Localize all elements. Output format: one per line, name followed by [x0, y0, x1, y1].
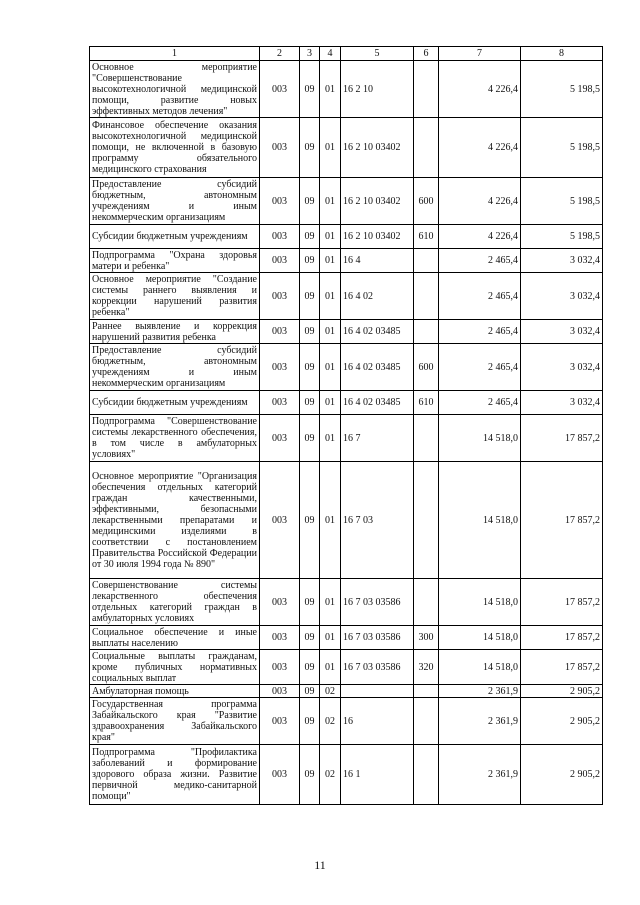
- table-row: [90, 320, 603, 344]
- row-name-cell: Предоставление субсидий бюджетным, автономным учреждениям и иным некоммерческим организациям: [90, 344, 260, 391]
- amount-col8-cell: 3 032,4: [521, 249, 603, 273]
- section-code-cell: 09: [300, 579, 320, 626]
- subsection-code-cell: 02: [320, 685, 341, 698]
- subsection-code-cell: 01: [320, 320, 341, 344]
- section-code-cell: 09: [300, 344, 320, 391]
- expense-type-cell: [414, 249, 439, 273]
- amount-col8-cell: 17 857,2: [521, 579, 603, 626]
- table-row: [90, 745, 603, 805]
- target-article-cell: 16 4: [341, 249, 414, 273]
- row-name-cell: Подпрограмма "Профилактика заболеваний и формирование здорового образа жизни. Развитие первичной медико-санитарной помощи": [90, 745, 260, 805]
- row-name-cell: Совершенствование системы лекарственного обеспечения отдельных категорий граждан в амбулаторных условиях: [90, 579, 260, 626]
- budget-table: [89, 46, 603, 805]
- subsection-code-cell: 01: [320, 249, 341, 273]
- amount-col7-cell: 2 465,4: [439, 320, 521, 344]
- admin-code-cell: 003: [260, 118, 300, 178]
- admin-code-cell: 003: [260, 698, 300, 745]
- section-code-cell: 09: [300, 249, 320, 273]
- section-code-cell: 09: [300, 273, 320, 320]
- admin-code-cell: 003: [260, 61, 300, 118]
- section-code-cell: 09: [300, 650, 320, 685]
- subsection-code-cell: 01: [320, 579, 341, 626]
- admin-code-cell: 003: [260, 225, 300, 249]
- target-article-cell: 16 2 10: [341, 61, 414, 118]
- header-col-4: 4: [320, 47, 341, 61]
- row-name-cell: Социальные выплаты гражданам, кроме публичных нормативных социальных выплат: [90, 650, 260, 685]
- admin-code-cell: 003: [260, 462, 300, 579]
- row-name-cell: Субсидии бюджетным учреждениям: [90, 391, 260, 415]
- subsection-code-cell: 01: [320, 415, 341, 462]
- target-article-cell: 16 4 02 03485: [341, 320, 414, 344]
- admin-code-cell: 003: [260, 579, 300, 626]
- amount-col7-cell: 14 518,0: [439, 579, 521, 626]
- amount-col7-cell: 4 226,4: [439, 118, 521, 178]
- amount-col8-cell: 3 032,4: [521, 344, 603, 391]
- expense-type-cell: [414, 273, 439, 320]
- amount-col8-cell: 2 905,2: [521, 698, 603, 745]
- section-code-cell: 09: [300, 118, 320, 178]
- expense-type-cell: [414, 579, 439, 626]
- target-article-cell: 16 7 03 03586: [341, 626, 414, 650]
- row-name-cell: Основное мероприятие "Создание системы раннего выявления и коррекции нарушений развития ребенка": [90, 273, 260, 320]
- section-code-cell: 09: [300, 745, 320, 805]
- target-article-cell: [341, 685, 414, 698]
- expense-type-cell: 610: [414, 391, 439, 415]
- admin-code-cell: 003: [260, 745, 300, 805]
- amount-col7-cell: 2 465,4: [439, 273, 521, 320]
- header-col-1: 1: [90, 47, 260, 61]
- subsection-code-cell: 01: [320, 273, 341, 320]
- target-article-cell: 16 7: [341, 415, 414, 462]
- header-col-3: 3: [300, 47, 320, 61]
- admin-code-cell: 003: [260, 650, 300, 685]
- expense-type-cell: [414, 698, 439, 745]
- amount-col8-cell: 5 198,5: [521, 225, 603, 249]
- table-row: [90, 579, 603, 626]
- subsection-code-cell: 01: [320, 626, 341, 650]
- expense-type-cell: 320: [414, 650, 439, 685]
- header-col-2: 2: [260, 47, 300, 61]
- target-article-cell: 16 4 02 03485: [341, 391, 414, 415]
- expense-type-cell: 600: [414, 178, 439, 225]
- target-article-cell: 16 7 03 03586: [341, 650, 414, 685]
- amount-col8-cell: 17 857,2: [521, 462, 603, 579]
- row-name-cell: Основное мероприятие "Совершенствование высокотехнологичной медицинской помощи, развитие новых эффективных методов лечения": [90, 61, 260, 118]
- header-col-6: 6: [414, 47, 439, 61]
- amount-col7-cell: 4 226,4: [439, 61, 521, 118]
- subsection-code-cell: 01: [320, 61, 341, 118]
- section-code-cell: 09: [300, 626, 320, 650]
- subsection-code-cell: 01: [320, 650, 341, 685]
- amount-col7-cell: 14 518,0: [439, 650, 521, 685]
- section-code-cell: 09: [300, 415, 320, 462]
- admin-code-cell: 003: [260, 415, 300, 462]
- expense-type-cell: [414, 118, 439, 178]
- amount-col7-cell: 2 361,9: [439, 698, 521, 745]
- target-article-cell: 16 1: [341, 745, 414, 805]
- table-row: [90, 650, 603, 685]
- expense-type-cell: [414, 415, 439, 462]
- table-row: [90, 344, 603, 391]
- row-name-cell: Раннее выявление и коррекция нарушений развития ребенка: [90, 320, 260, 344]
- table-header-row: [90, 47, 603, 61]
- target-article-cell: 16 2 10 03402: [341, 118, 414, 178]
- amount-col8-cell: 2 905,2: [521, 745, 603, 805]
- section-code-cell: 09: [300, 61, 320, 118]
- target-article-cell: 16 4 02: [341, 273, 414, 320]
- expense-type-cell: 600: [414, 344, 439, 391]
- table-row: [90, 225, 603, 249]
- table-row: [90, 415, 603, 462]
- admin-code-cell: 003: [260, 626, 300, 650]
- table-row: [90, 178, 603, 225]
- subsection-code-cell: 01: [320, 118, 341, 178]
- expense-type-cell: [414, 320, 439, 344]
- amount-col7-cell: 4 226,4: [439, 225, 521, 249]
- subsection-code-cell: 01: [320, 225, 341, 249]
- row-name-cell: Подпрограмма "Совершенствование системы лекарственного обеспечения, в том числе в амбулаторных условиях": [90, 415, 260, 462]
- target-article-cell: 16 7 03: [341, 462, 414, 579]
- amount-col7-cell: 14 518,0: [439, 415, 521, 462]
- target-article-cell: 16: [341, 698, 414, 745]
- table-row: [90, 118, 603, 178]
- subsection-code-cell: 02: [320, 745, 341, 805]
- admin-code-cell: 003: [260, 685, 300, 698]
- admin-code-cell: 003: [260, 249, 300, 273]
- section-code-cell: 09: [300, 391, 320, 415]
- amount-col7-cell: 14 518,0: [439, 462, 521, 579]
- row-name-cell: Субсидии бюджетным учреждениям: [90, 225, 260, 249]
- expense-type-cell: 300: [414, 626, 439, 650]
- target-article-cell: 16 7 03 03586: [341, 579, 414, 626]
- row-name-cell: Государственная программа Забайкальского края "Развитие здравоохранения Забайкальского края": [90, 698, 260, 745]
- expense-type-cell: [414, 685, 439, 698]
- table-row: [90, 249, 603, 273]
- amount-col8-cell: 3 032,4: [521, 320, 603, 344]
- table-row: [90, 626, 603, 650]
- table-row: [90, 61, 603, 118]
- row-name-cell: Социальное обеспечение и иные выплаты населению: [90, 626, 260, 650]
- row-name-cell: Подпрограмма "Охрана здоровья матери и ребенка": [90, 249, 260, 273]
- row-name-cell: Амбулаторная помощь: [90, 685, 260, 698]
- section-code-cell: 09: [300, 178, 320, 225]
- target-article-cell: 16 2 10 03402: [341, 225, 414, 249]
- header-col-8: 8: [521, 47, 603, 61]
- section-code-cell: 09: [300, 320, 320, 344]
- table-row: [90, 391, 603, 415]
- amount-col7-cell: 2 465,4: [439, 344, 521, 391]
- section-code-cell: 09: [300, 225, 320, 249]
- expense-type-cell: [414, 61, 439, 118]
- amount-col8-cell: 5 198,5: [521, 118, 603, 178]
- header-col-5: 5: [341, 47, 414, 61]
- table-body: [90, 61, 603, 805]
- expense-type-cell: [414, 745, 439, 805]
- admin-code-cell: 003: [260, 344, 300, 391]
- table-row: [90, 685, 603, 698]
- subsection-code-cell: 01: [320, 178, 341, 225]
- table-row: [90, 698, 603, 745]
- amount-col7-cell: 2 361,9: [439, 745, 521, 805]
- subsection-code-cell: 01: [320, 344, 341, 391]
- table-row: [90, 462, 603, 579]
- amount-col7-cell: 2 465,4: [439, 249, 521, 273]
- amount-col7-cell: 4 226,4: [439, 178, 521, 225]
- amount-col7-cell: 2 465,4: [439, 391, 521, 415]
- section-code-cell: 09: [300, 685, 320, 698]
- target-article-cell: 16 4 02 03485: [341, 344, 414, 391]
- amount-col8-cell: 5 198,5: [521, 61, 603, 118]
- row-name-cell: Основное мероприятие "Организация обеспечения отдельных категорий граждан качественными, эффективными, безопасными лекарственными препаратами и медицинскими изделиями в соответствии с постановлением Правительства Российской Федерации от 30 июля 1994 года № 890": [90, 462, 260, 579]
- admin-code-cell: 003: [260, 391, 300, 415]
- subsection-code-cell: 01: [320, 391, 341, 415]
- amount-col8-cell: 17 857,2: [521, 415, 603, 462]
- admin-code-cell: 003: [260, 178, 300, 225]
- subsection-code-cell: 02: [320, 698, 341, 745]
- amount-col8-cell: 2 905,2: [521, 685, 603, 698]
- admin-code-cell: 003: [260, 273, 300, 320]
- amount-col8-cell: 17 857,2: [521, 650, 603, 685]
- expense-type-cell: 610: [414, 225, 439, 249]
- amount-col8-cell: 5 198,5: [521, 178, 603, 225]
- row-name-cell: Финансовое обеспечение оказания высокотехнологичной медицинской помощи, не включенной в базовую программу обязательного медицинского страхования: [90, 118, 260, 178]
- header-col-7: 7: [439, 47, 521, 61]
- expense-type-cell: [414, 462, 439, 579]
- amount-col7-cell: 2 361,9: [439, 685, 521, 698]
- admin-code-cell: 003: [260, 320, 300, 344]
- page-number: 11: [314, 858, 326, 872]
- target-article-cell: 16 2 10 03402: [341, 178, 414, 225]
- table-row: [90, 273, 603, 320]
- amount-col8-cell: 3 032,4: [521, 273, 603, 320]
- subsection-code-cell: 01: [320, 462, 341, 579]
- amount-col8-cell: 3 032,4: [521, 391, 603, 415]
- section-code-cell: 09: [300, 698, 320, 745]
- amount-col8-cell: 17 857,2: [521, 626, 603, 650]
- row-name-cell: Предоставление субсидий бюджетным, автономным учреждениям и иным некоммерческим организациям: [90, 178, 260, 225]
- amount-col7-cell: 14 518,0: [439, 626, 521, 650]
- section-code-cell: 09: [300, 462, 320, 579]
